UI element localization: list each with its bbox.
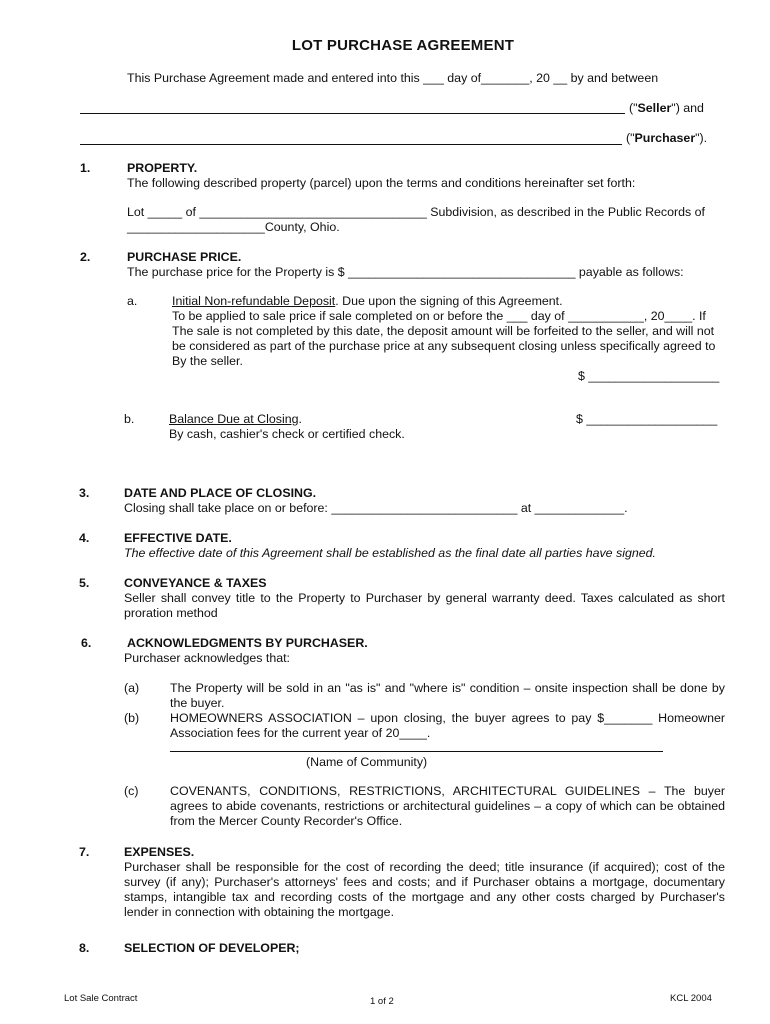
section-2b-title-line <box>169 412 302 427</box>
section-6c-text: COVENANTS, CONDITIONS, RESTRICTIONS, ARCHITECTURAL GUIDELINES – The buyer agrees to abide covenants, restrictions or architectural guidelines – a copy of which can be obtained from the Mercer County Recorder's Office. <box>170 784 725 828</box>
section-4-number: 4. <box>79 531 90 545</box>
section-6-number: 6. <box>81 636 92 650</box>
section-2a-line3: The sale is not completed by this date, the deposit amount will be forfeited to the seller, and will not <box>172 324 715 338</box>
section-7-text: Purchaser shall be responsible for the cost of recording the deed; title insurance (if acquired); cost of the survey (if any); Purchaser's attorneys' fees and costs; and if Purchaser obtains a mortgage, documentary stamps, intangible tax and recording costs of the mortgage and any other costs charged by Purchaser's lender in connection with obtaining the mortgage. <box>124 860 725 919</box>
section-6b-text: HOMEOWNERS ASSOCIATION – upon closing, the buyer agrees to pay $_______ Homeowner Association fees for the current year of 20____. <box>170 711 725 740</box>
section-2-text: The purchase price for the Property is $ _________________________________ payable as follows: <box>127 265 684 279</box>
section-2-heading: PURCHASE PRICE. <box>127 250 242 264</box>
document-title: LOT PURCHASE AGREEMENT <box>291 37 515 54</box>
section-2a-line5: By the seller. <box>172 354 243 368</box>
balance-amount-field: $ ___________________ <box>576 412 718 426</box>
section-8-heading: SELECTION OF DEVELOPER; <box>124 941 300 955</box>
section-6-text: Purchaser acknowledges that: <box>124 651 290 665</box>
section-5-heading: CONVEYANCE & TAXES <box>124 576 267 590</box>
section-7-number: 7. <box>79 845 90 859</box>
section-1-lot-line: Lot _____ of _________________________________ Subdivision, as described in the Public Records of <box>127 205 705 219</box>
section-1-heading: PROPERTY. <box>127 161 198 175</box>
deposit-amount-field: $ ___________________ <box>578 369 720 383</box>
section-2a-title-line <box>172 294 563 309</box>
section-2a-line2: To be applied to sale price if sale completed on or before the ___ day of ___________, 20____. If <box>172 309 706 323</box>
seller-close-quote: ") and <box>671 101 704 115</box>
section-6-heading: ACKNOWLEDGMENTS BY PURCHASER. <box>127 636 368 650</box>
section-5-text: Seller shall convey title to the Property to Purchaser by general warranty deed. Taxes calculated as short proration method <box>124 591 725 620</box>
section-8-number: 8. <box>79 941 90 955</box>
section-4-text: The effective date of this Agreement shall be established as the final date all parties have signed. <box>124 546 656 560</box>
purchaser-open-quote: (" <box>626 131 635 145</box>
deposit-title-after: . Due upon the signing of this Agreement. <box>335 294 563 308</box>
seller-name-line <box>80 113 625 114</box>
section-3-text: Closing shall take place on or before: ___________________________ at _____________. <box>124 501 628 515</box>
section-7-heading: EXPENSES. <box>124 845 195 859</box>
purchaser-label <box>626 131 707 146</box>
footer-page-number: 1 of 2 <box>370 996 394 1007</box>
deposit-title: Initial Non-refundable Deposit <box>172 294 336 308</box>
section-6c-label: (c) <box>124 784 139 798</box>
seller-open-quote: (" <box>629 101 638 115</box>
section-4-heading: EFFECTIVE DATE. <box>124 531 232 545</box>
footer-left: Lot Sale Contract <box>64 993 138 1004</box>
purchaser-close-quote: "). <box>695 131 708 145</box>
section-1-number: 1. <box>80 161 91 175</box>
section-1-county-line: ____________________County, Ohio. <box>127 220 340 234</box>
section-5-number: 5. <box>79 576 90 590</box>
purchaser-word: Purchaser <box>634 131 696 145</box>
seller-word: Seller <box>637 101 672 115</box>
section-1-text: The following described property (parcel) upon the terms and conditions hereinafter set forth: <box>127 176 636 190</box>
balance-title-after: . <box>298 412 302 426</box>
section-2b-line2: By cash, cashier's check or certified check. <box>169 427 405 441</box>
section-6a-text: The Property will be sold in an "as is" and "where is" condition – onsite inspection shall be done by the buyer. <box>170 681 725 710</box>
community-caption: (Name of Community) <box>306 755 428 769</box>
section-2a-line4: be considered as part of the purchase price at any subsequent closing unless specifically agreed to <box>172 339 716 353</box>
section-2a-label: a. <box>127 294 138 308</box>
section-2-number: 2. <box>80 250 91 264</box>
section-6a-label: (a) <box>124 681 140 695</box>
section-2b-label: b. <box>124 412 135 426</box>
purchaser-name-line <box>80 144 622 145</box>
section-3-heading: DATE AND PLACE OF CLOSING. <box>124 486 317 500</box>
footer-right: KCL 2004 <box>670 993 712 1004</box>
section-3-number: 3. <box>79 486 90 500</box>
intro-line: This Purchase Agreement made and entered into this ___ day of_______, 20 __ by and between <box>127 71 659 85</box>
section-6b-label: (b) <box>124 711 140 725</box>
balance-title: Balance Due at Closing <box>169 412 299 426</box>
community-name-line <box>170 751 663 752</box>
seller-label <box>629 101 704 116</box>
